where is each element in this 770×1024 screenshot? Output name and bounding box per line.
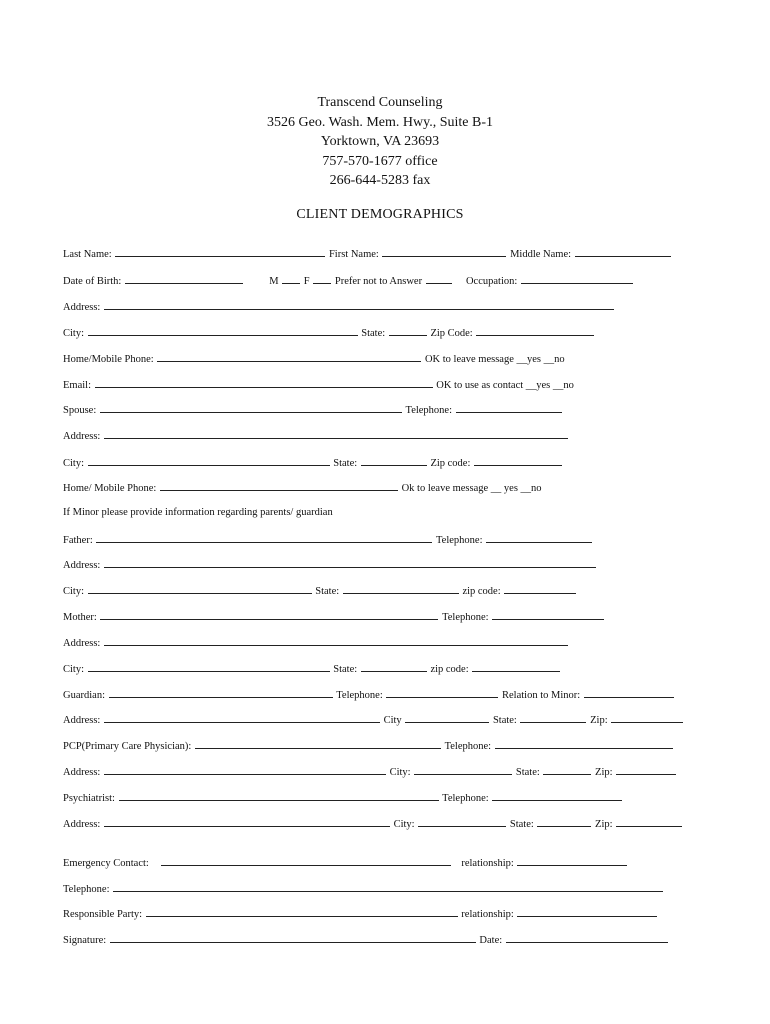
- father-address-field[interactable]: [104, 557, 596, 568]
- pcp-address-label: Address:: [63, 767, 101, 778]
- mother-address-label: Address:: [63, 638, 101, 649]
- sex-f-field[interactable]: [313, 273, 331, 284]
- org-office-phone: 757-570-1677 office: [322, 153, 438, 169]
- guardian-state-label: State:: [492, 715, 517, 726]
- spouse-address-field[interactable]: [104, 428, 568, 439]
- ok-leave-message-label: OK to leave message __yes __no: [424, 354, 565, 365]
- mother-address-field[interactable]: [104, 635, 568, 646]
- father-telephone-label: Telephone:: [436, 535, 483, 546]
- sex-f-label: F: [303, 276, 310, 287]
- guardian-city-label: City: [383, 715, 402, 726]
- row-father: [63, 532, 593, 548]
- pcp-address-field[interactable]: [104, 764, 386, 775]
- address-label: Address:: [63, 302, 101, 313]
- spouse-home-mobile-label: Home/ Mobile Phone:: [63, 483, 157, 494]
- sex-m-label: M: [269, 276, 279, 287]
- ok-contact-label: OK to use as contact __yes __no: [436, 380, 574, 391]
- psychiatrist-telephone-field[interactable]: [492, 790, 622, 801]
- pcp-city-field[interactable]: [414, 764, 512, 775]
- row-guardian: [63, 687, 675, 703]
- father-city-label: City:: [63, 586, 85, 597]
- state-label: State:: [361, 328, 386, 339]
- spouse-label: Spouse:: [63, 405, 97, 416]
- row-email: [63, 377, 574, 393]
- pcp-city-label: City:: [389, 767, 411, 778]
- psychiatrist-city-field[interactable]: [418, 816, 506, 827]
- row-spouse-address: [63, 428, 569, 444]
- mother-telephone-label: Telephone:: [442, 612, 489, 623]
- emergency-field[interactable]: [161, 855, 451, 866]
- row-minor-note: [63, 506, 333, 520]
- psychiatrist-label: Psychiatrist:: [63, 793, 115, 804]
- last-name-label: Last Name:: [63, 249, 112, 260]
- pcp-zip-field[interactable]: [616, 764, 676, 775]
- psychiatrist-telephone-label: Telephone:: [442, 793, 489, 804]
- father-field[interactable]: [96, 532, 432, 543]
- psychiatrist-address-label: Address:: [63, 819, 101, 830]
- org-fax: 266-644-5283 fax: [329, 173, 431, 188]
- spouse-state-field[interactable]: [361, 455, 427, 466]
- mother-telephone-field[interactable]: [492, 609, 604, 620]
- dob-field[interactable]: [125, 273, 243, 284]
- row-mother-city: [63, 661, 561, 677]
- middle-name-field[interactable]: [575, 246, 671, 257]
- org-city: Yorktown, VA 23693: [320, 134, 440, 149]
- pcp-field[interactable]: [195, 738, 441, 749]
- pcp-telephone-field[interactable]: [495, 738, 673, 749]
- city-field[interactable]: [88, 325, 358, 336]
- minor-note: If Minor please provide information regarding parents/ guardian: [63, 507, 333, 518]
- row-city: [63, 325, 595, 341]
- guardian-field[interactable]: [109, 687, 333, 698]
- spouse-field[interactable]: [100, 402, 402, 413]
- guardian-zip-label: Zip:: [590, 715, 608, 726]
- spouse-telephone-field[interactable]: [456, 402, 562, 413]
- home-mobile-field[interactable]: [157, 351, 421, 362]
- form-title: CLIENT DEMOGRAPHICS: [296, 207, 464, 222]
- father-state-label: State:: [315, 586, 340, 597]
- guardian-address-field[interactable]: [104, 712, 380, 723]
- city-label: City:: [63, 328, 85, 339]
- mother-zip-label: zip code:: [430, 664, 469, 675]
- zip-field[interactable]: [476, 325, 594, 336]
- pcp-telephone-label: Telephone:: [444, 741, 492, 752]
- mother-state-label: State:: [333, 664, 358, 675]
- pcp-state-field[interactable]: [543, 764, 591, 775]
- father-zip-label: zip code:: [462, 586, 501, 597]
- psychiatrist-zip-label: Zip:: [595, 819, 613, 830]
- row-emergency-phone: [63, 881, 664, 897]
- prefer-label: Prefer not to Answer: [334, 276, 423, 287]
- psychiatrist-address-field[interactable]: [104, 816, 390, 827]
- emergency-label: Emergency Contact:: [63, 858, 149, 869]
- emergency-relationship-field[interactable]: [517, 855, 627, 866]
- pcp-label: PCP(Primary Care Physician):: [63, 741, 192, 752]
- spouse-zip-field[interactable]: [474, 455, 562, 466]
- row-signature: [63, 932, 669, 948]
- row-phone: [63, 351, 565, 367]
- row-guardian-address: [63, 712, 684, 728]
- address-field[interactable]: [104, 299, 614, 310]
- emergency-telephone-label: Telephone:: [63, 884, 110, 895]
- row-mother-address: [63, 635, 569, 651]
- occupation-field[interactable]: [521, 273, 633, 284]
- row-spouse-city: [63, 455, 563, 471]
- spouse-ok-leave-label: Ok to leave message __ yes __no: [401, 483, 542, 494]
- mother-label: Mother:: [63, 612, 97, 623]
- row-emergency: [63, 855, 628, 871]
- signature-field[interactable]: [110, 932, 476, 943]
- row-spouse-phone: [63, 480, 542, 496]
- row-father-address: [63, 557, 597, 573]
- guardian-address-label: Address:: [63, 715, 101, 726]
- date-label: Date:: [479, 935, 503, 946]
- pcp-state-label: State:: [515, 767, 540, 778]
- emergency-relationship-label: relationship:: [461, 858, 514, 869]
- first-name-label: First Name:: [328, 249, 379, 260]
- prefer-field[interactable]: [426, 273, 452, 284]
- letterhead: [0, 93, 760, 191]
- row-father-city: [63, 583, 577, 599]
- row-dob: [63, 273, 634, 289]
- spouse-city-label: City:: [63, 458, 85, 469]
- pcp-zip-label: Zip:: [595, 767, 613, 778]
- date-field[interactable]: [506, 932, 668, 943]
- responsible-relationship-label: relationship:: [461, 909, 514, 920]
- relation-minor-field[interactable]: [584, 687, 674, 698]
- father-zip-field[interactable]: [504, 583, 576, 594]
- row-psychiatrist-address: [63, 816, 683, 832]
- signature-label: Signature:: [63, 935, 107, 946]
- father-address-label: Address:: [63, 560, 101, 571]
- email-label: Email:: [63, 380, 91, 391]
- spouse-telephone-label: Telephone:: [405, 405, 453, 416]
- mother-field[interactable]: [100, 609, 438, 620]
- email-field[interactable]: [95, 377, 433, 388]
- row-responsible: [63, 906, 658, 922]
- row-pcp: [63, 738, 674, 754]
- spouse-city-field[interactable]: [88, 455, 330, 466]
- father-state-field[interactable]: [343, 583, 459, 594]
- psychiatrist-state-field[interactable]: [537, 816, 591, 827]
- org-name: Transcend Counseling: [317, 95, 443, 110]
- sex-m-field[interactable]: [282, 273, 300, 284]
- father-telephone-field[interactable]: [486, 532, 592, 543]
- home-mobile-label: Home/Mobile Phone:: [63, 354, 154, 365]
- row-mother: [63, 609, 605, 625]
- guardian-state-field[interactable]: [520, 712, 586, 723]
- zip-label: Zip Code:: [430, 328, 473, 339]
- last-name-field[interactable]: [115, 246, 325, 257]
- row-psychiatrist: [63, 790, 623, 806]
- responsible-relationship-field[interactable]: [517, 906, 657, 917]
- guardian-zip-field[interactable]: [611, 712, 683, 723]
- guardian-telephone-field[interactable]: [386, 687, 498, 698]
- occupation-label: Occupation:: [465, 276, 518, 287]
- guardian-telephone-label: Telephone:: [336, 690, 383, 701]
- mother-city-field[interactable]: [88, 661, 330, 672]
- middle-name-label: Middle Name:: [510, 249, 572, 260]
- responsible-label: Responsible Party:: [63, 909, 143, 920]
- spouse-zip-label: Zip code:: [430, 458, 471, 469]
- row-name: [63, 246, 672, 262]
- guardian-city-field[interactable]: [405, 712, 489, 723]
- mother-city-label: City:: [63, 664, 85, 675]
- father-label: Father:: [63, 535, 93, 546]
- first-name-field[interactable]: [382, 246, 506, 257]
- emergency-telephone-field[interactable]: [113, 881, 663, 892]
- psychiatrist-field[interactable]: [119, 790, 439, 801]
- mother-zip-field[interactable]: [472, 661, 560, 672]
- father-city-field[interactable]: [88, 583, 312, 594]
- spouse-address-label: Address:: [63, 431, 101, 442]
- guardian-label: Guardian:: [63, 690, 105, 701]
- dob-label: Date of Birth:: [63, 276, 122, 287]
- org-street: 3526 Geo. Wash. Mem. Hwy., Suite B-1: [267, 114, 493, 130]
- state-field[interactable]: [389, 325, 427, 336]
- spouse-state-label: State:: [333, 458, 358, 469]
- spouse-home-mobile-field[interactable]: [160, 480, 398, 491]
- responsible-field[interactable]: [146, 906, 458, 917]
- psychiatrist-zip-field[interactable]: [616, 816, 682, 827]
- row-spouse: [63, 402, 563, 418]
- psychiatrist-state-label: State:: [509, 819, 534, 830]
- psychiatrist-city-label: City:: [393, 819, 415, 830]
- mother-state-field[interactable]: [361, 661, 427, 672]
- row-address: [63, 299, 615, 315]
- relation-minor-label: Relation to Minor:: [502, 690, 581, 701]
- row-pcp-address: [63, 764, 677, 780]
